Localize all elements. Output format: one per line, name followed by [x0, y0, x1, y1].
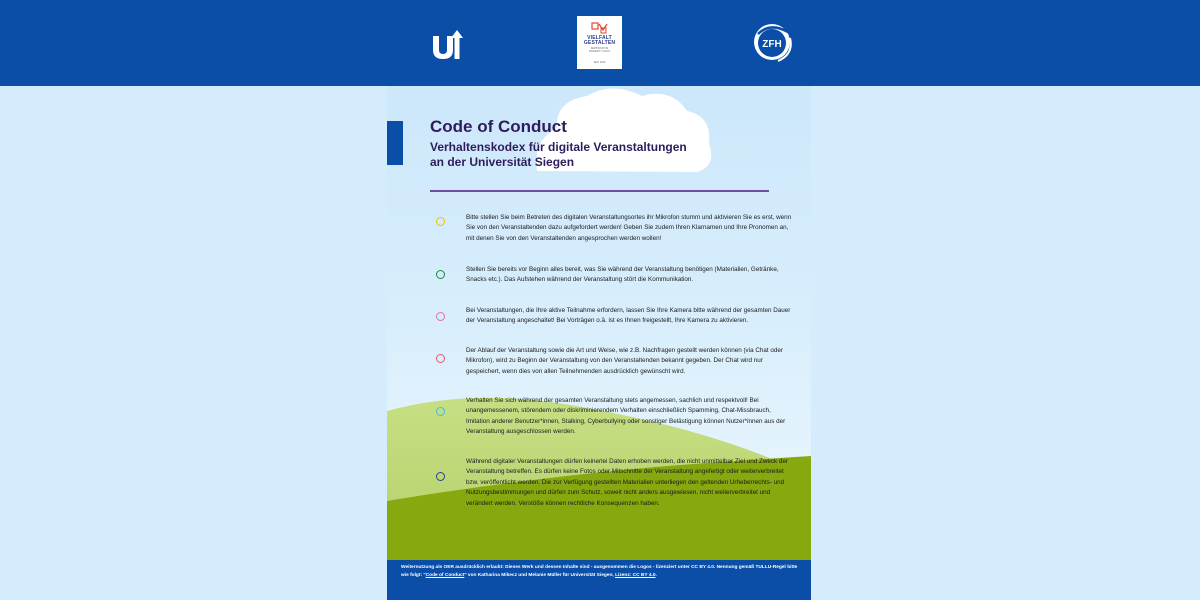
- code-of-conduct-poster: [387, 86, 811, 600]
- zfh-logo-text: ZFH: [762, 39, 782, 50]
- vielfalt-gestalten-badge: [577, 16, 622, 69]
- page-subtitle: [430, 140, 730, 170]
- subtitle-line2: an der Universität Siegen: [430, 155, 575, 169]
- rule-bullet-cyan-icon: [436, 407, 445, 416]
- title-accent-bar: [387, 121, 403, 165]
- rule-text: Verhalten Sie sich während der gesamten Veranstaltung stets angemessen, sachlich und respektvoll! Bei unangemessenem, störendem oder diskriminierendem Verhalten einschließlich Spamming, Chat-Missbrauch, Imitation anderer Benutzer*innen, Stalking, Cyberbullying oder sonstiger Belästigung können Nutzer*innen aus der Veranstaltung ausgeschlossen werden.: [466, 397, 786, 436]
- badge-title: [577, 36, 622, 46]
- work-title-link[interactable]: Code of Conduct: [425, 572, 465, 578]
- page-title: Code of Conduct: [430, 117, 567, 136]
- badge-title-line1: VIELFALT: [587, 35, 612, 41]
- license-text: [401, 564, 801, 579]
- badge-small-line2: DIVERSITY AUDIT: [588, 50, 611, 53]
- badge-year: SEIT 2015: [593, 61, 606, 64]
- rule-bullet-pink-icon: [436, 312, 445, 321]
- rule-text: Der Ablauf der Veranstaltung sowie die Art und Weise, wie z.B. Nachfragen gestellt werden können (via Chat oder Mikrofon), wird zu Beginn der Veranstaltung von den Veranstaltenden bekannt gegeben. Der Chat wird nur gespeichert, wenn dies von allen Teilnehmenden ausdrücklich gewünscht wird.: [466, 347, 784, 375]
- subtitle-line1: Verhaltenskodex für digitale Veranstaltungen: [430, 140, 687, 154]
- rule-bullet-yellow-icon: [436, 217, 445, 226]
- rule-bullet-green-icon: [436, 270, 445, 279]
- badge-small-line1: ZERTIFIKAT IM: [590, 47, 609, 50]
- license-text-part2: " von Katharina Mikecz und Melanie Müller für Universität Siegen,: [464, 572, 616, 578]
- badge-title-line2: GESTALTEN: [583, 40, 616, 46]
- rule-bullet-navy-icon: [436, 472, 445, 481]
- license-text-part1: Weiternutzung als OER ausdrücklich erlaubt: Dieses Werk und dessen Inhalte sind - ausgenommen die Logos - lizenziert unter CC BY 4.0. Nennung gemäß TULLU-Regel bitte wie folgt: ": [401, 565, 798, 578]
- rule-text: Stellen Sie bereits vor Beginn alles bereit, was Sie während der Veranstaltung benötigen (Materialien, Getränke, Snacks etc.). Das Aufstehen während der Veranstaltung stört die Kommunikation.: [466, 266, 779, 284]
- title-divider: [430, 190, 769, 192]
- zfh-logo-icon: [750, 20, 794, 64]
- license-footer: [387, 560, 811, 600]
- license-text-part3: .: [655, 572, 657, 578]
- rule-text: Bei Veranstaltungen, die Ihre aktive Teilnahme erfordern, lassen Sie Ihre Kamera bitte während der gesamten Dauer der Veranstaltung angeschaltet! Bei Vorträgen o.ä. ist es Ihnen freigestellt, Ihre Kamera zu aktivieren.: [466, 307, 791, 325]
- license-link[interactable]: Lizenz: CC BY 4.0: [615, 572, 656, 578]
- badge-logo-icon: [591, 22, 608, 34]
- university-logo-icon: [430, 28, 464, 60]
- badge-subtext: [577, 47, 622, 53]
- header-bar: [0, 0, 1200, 86]
- rule-text: Bitte stellen Sie beim Betreten des digitalen Veranstaltungsortes ihr Mikrofon stumm und aktivieren Sie es erst, wenn Sie von den Veranstaltenden dazu aufgefordert werden! Geben Sie zudem Ihren Klarnamen und Ihre Pronomen an, mit denen Sie von den Veranstaltenden angesprochen werden wollen!: [466, 214, 792, 242]
- rule-text: Während digitaler Veranstaltungen dürfen keinerlei Daten erhoben werden, die nicht unmittelbar Ziel und Zweck der Veranstaltung betreffen. Es dürfen keine Fotos oder Mitschnitte der Veranstaltung angefertigt oder weiterverbreitet bzw. veröffentlicht werden. Die zur Verfügung gestellten Materialien unterliegen den geltenden Urheberrechts- und Nutzungsbestimmungen und dürfen zum Schutz, soweit nicht anders ausgewiesen, nicht weiterverbreitet und verändert werden. Verstöße können rechtliche Konsequenzen haben.: [466, 458, 789, 507]
- rule-bullet-red-icon: [436, 354, 445, 363]
